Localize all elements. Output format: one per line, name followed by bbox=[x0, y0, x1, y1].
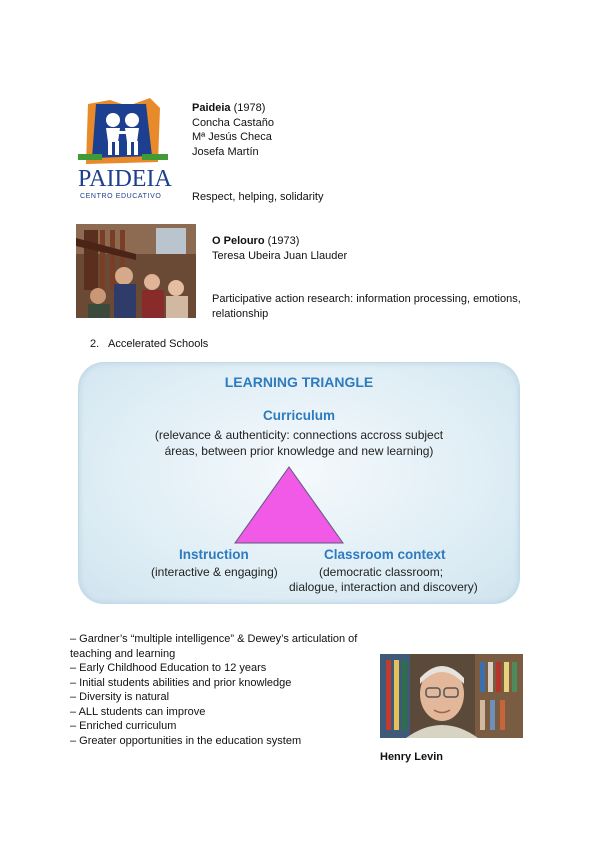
accelerated-schools-bullets bbox=[70, 632, 380, 748]
paideia-person: Josefa Martín bbox=[192, 145, 259, 158]
logo-subtitle: CENTRO EDUCATIVO bbox=[80, 193, 162, 200]
bullet-line: – Initial students abilities and prior knowledge bbox=[70, 676, 292, 689]
pelouro-values: Participative action research: information processing, emotions, relationship bbox=[212, 293, 521, 320]
paideia-logo bbox=[76, 98, 184, 202]
henry-levin-caption: Henry Levin bbox=[380, 751, 443, 763]
portrait-image bbox=[380, 654, 523, 738]
pelouro-heading bbox=[212, 234, 347, 249]
paideia-name: Paideia bbox=[192, 102, 231, 114]
triangle-fill bbox=[235, 467, 343, 543]
paideia-heading bbox=[192, 101, 274, 116]
learning-triangle-diagram bbox=[78, 362, 520, 604]
pelouro-year: (1973) bbox=[264, 235, 300, 247]
curriculum-text-2: áreas, between prior knowledge and new learning) bbox=[164, 444, 434, 458]
henry-levin-photo bbox=[380, 654, 523, 738]
bullet-line: – Greater opportunities in the education system bbox=[70, 734, 302, 747]
bullet-line: – Enriched curriculum bbox=[70, 720, 177, 732]
pelouro-info bbox=[212, 234, 347, 263]
curriculum-title: Curriculum bbox=[262, 408, 335, 423]
paideia-info bbox=[192, 101, 274, 159]
triangle-shape bbox=[229, 463, 349, 547]
list-item bbox=[90, 337, 208, 352]
bullet-line: – ALL students can improve bbox=[70, 705, 206, 718]
pelouro-people: Teresa Ubeira Juan Llauder bbox=[212, 249, 348, 262]
context-title: Classroom context bbox=[324, 547, 446, 562]
paideia-person: Concha Castaño bbox=[192, 116, 274, 129]
list-number: 2. bbox=[90, 338, 100, 350]
paideia-values: Respect, helping, solidarity bbox=[192, 191, 324, 203]
bullet-line: – Diversity is natural bbox=[70, 691, 170, 703]
list-label: Accelerated Schools bbox=[108, 338, 209, 350]
paideia-year: (1978) bbox=[230, 102, 266, 114]
instruction-text: (interactive & engaging) bbox=[151, 565, 278, 579]
bullet-line: – Gardner’s “multiple intelligence” & Dewey’s articulation of bbox=[70, 633, 358, 645]
instruction-title: Instruction bbox=[179, 547, 249, 562]
bullet-line: teaching and learning bbox=[70, 647, 176, 660]
logo-title: PAIDEIA bbox=[78, 166, 172, 192]
bullet-line: – Early Childhood Education to 12 years bbox=[70, 662, 267, 674]
context-text-1: (democratic classroom; bbox=[319, 565, 444, 579]
paideia-person: Mª Jesús Checa bbox=[192, 131, 272, 143]
curriculum-text-1: (relevance & authenticity: connections accross subject bbox=[154, 428, 444, 442]
pelouro-name: O Pelouro bbox=[212, 235, 265, 247]
context-text-2: dialogue, interaction and discovery) bbox=[289, 580, 478, 594]
paideia-logo-graphic bbox=[76, 98, 184, 202]
triangle-title: LEARNING TRIANGLE bbox=[224, 374, 374, 390]
pelouro-classroom-photo bbox=[76, 224, 196, 318]
classroom-photo-image bbox=[76, 224, 196, 318]
